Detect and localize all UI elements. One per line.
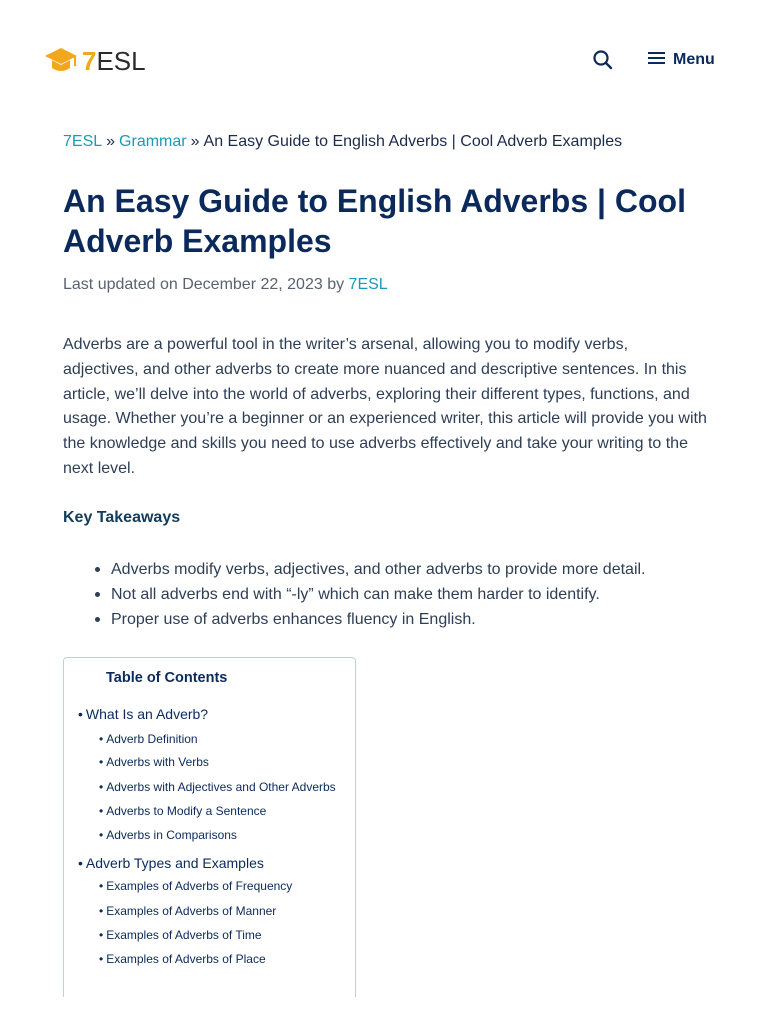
key-takeaways-list bbox=[63, 557, 703, 632]
menu-label: Menu bbox=[673, 51, 715, 68]
toc-item-adverb-definition[interactable]: • Adverb Definition bbox=[99, 732, 198, 746]
toc-item-adverbs-with-adjectives[interactable]: • Adverbs with Adjectives and Other Adverbs bbox=[99, 780, 336, 794]
intro-paragraph: Adverbs are a powerful tool in the writer’s arsenal, allowing you to modify verbs, adjectives, and other adverbs to create more nuanced and descriptive sentences. In this article, we’ll delve into the world of adverbs, exploring their different types, functions, and usage. Whether you’re a beginner or an experienced writer, this article will provide you with the knowledge and skills you need to use adverbs effectively and take your writing to the next level. bbox=[63, 336, 707, 477]
menu-button[interactable] bbox=[648, 48, 715, 72]
list-item: Adverbs modify verbs, adjectives, and other adverbs to provide more detail. bbox=[63, 557, 703, 582]
key-takeaways-heading: Key Takeaways bbox=[63, 509, 181, 526]
page-title: An Easy Guide to English Adverbs | Cool Adverb Examples bbox=[63, 183, 686, 259]
table-of-contents bbox=[63, 657, 356, 997]
author-link[interactable]: 7ESL bbox=[348, 276, 388, 293]
breadcrumb-separator: » bbox=[190, 133, 200, 150]
article-meta bbox=[63, 276, 388, 294]
site-logo[interactable] bbox=[44, 44, 146, 78]
toc-item-adverb-types[interactable]: • Adverb Types and Examples bbox=[78, 855, 264, 871]
search-button[interactable] bbox=[592, 49, 614, 71]
toc-item-adverbs-of-manner[interactable]: • Examples of Adverbs of Manner bbox=[99, 904, 277, 918]
breadcrumb bbox=[63, 133, 622, 151]
toc-item-adverbs-of-place[interactable]: • Examples of Adverbs of Place bbox=[99, 952, 266, 966]
toc-item-adverbs-in-comparisons[interactable]: • Adverbs in Comparisons bbox=[99, 828, 237, 842]
toc-item-what-is-an-adverb[interactable]: • What Is an Adverb? bbox=[78, 706, 209, 722]
breadcrumb-current: An Easy Guide to English Adverbs | Cool Adverb Examples bbox=[203, 133, 623, 150]
list-item: Proper use of adverbs enhances fluency in English. bbox=[63, 607, 703, 632]
site-header bbox=[0, 0, 768, 120]
toc-item-adverbs-modify-sentence[interactable]: • Adverbs to Modify a Sentence bbox=[99, 804, 267, 818]
toc-item-adverbs-with-verbs[interactable]: • Adverbs with Verbs bbox=[99, 755, 209, 769]
breadcrumb-grammar-link[interactable]: Grammar bbox=[119, 133, 187, 150]
breadcrumb-separator: » bbox=[106, 133, 116, 150]
toc-item-adverbs-of-time[interactable]: • Examples of Adverbs of Time bbox=[99, 928, 262, 942]
logo-wordmark: 7ESL bbox=[82, 46, 146, 76]
hamburger-icon bbox=[648, 51, 665, 70]
list-item: Not all adverbs end with “-ly” which can make them harder to identify. bbox=[63, 582, 703, 607]
search-icon bbox=[592, 58, 614, 75]
breadcrumb-home-link[interactable]: 7ESL bbox=[63, 133, 103, 150]
graduation-cap-icon bbox=[44, 46, 78, 76]
toc-title: Table of Contents bbox=[106, 670, 228, 686]
last-updated-text: Last updated on December 22, 2023 by bbox=[63, 276, 345, 293]
toc-item-adverbs-of-frequency[interactable]: • Examples of Adverbs of Frequency bbox=[99, 879, 293, 893]
